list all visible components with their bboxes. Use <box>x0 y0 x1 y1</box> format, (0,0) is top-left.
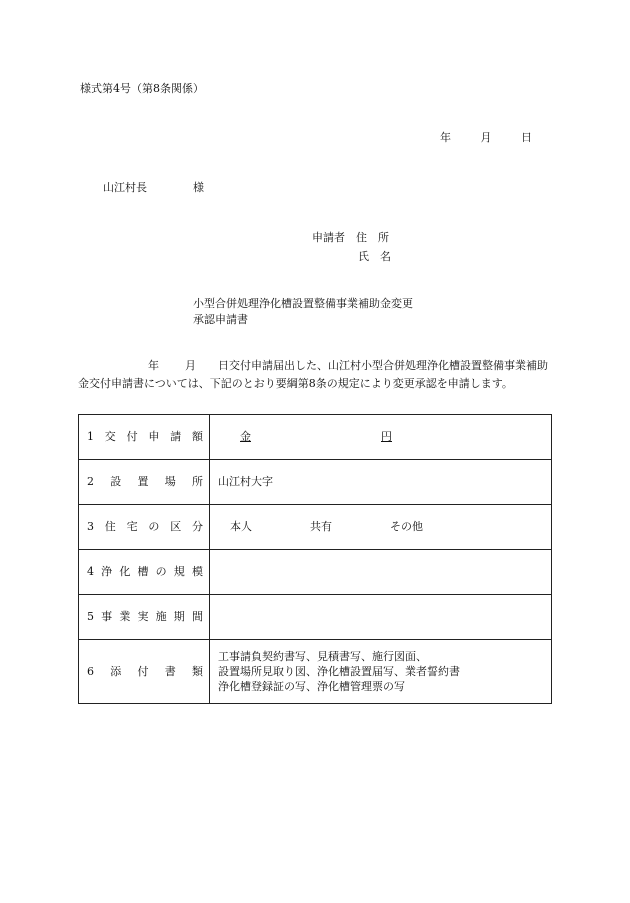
addressee-honorific: 様 <box>193 181 204 194</box>
body-month: 月 <box>185 359 196 372</box>
label-char: 住 <box>104 520 116 534</box>
label-char: 実 <box>137 610 149 624</box>
title-line-1: 小型合併処理浄化槽設置整備事業補助金変更 <box>193 297 413 310</box>
attachments-list <box>218 645 551 698</box>
label-char: の <box>155 565 167 579</box>
row-label <box>79 550 210 595</box>
label-char: 宅 <box>126 520 138 534</box>
amount-field <box>240 430 392 443</box>
label-chars <box>79 430 209 443</box>
date-month: 月 <box>480 131 492 144</box>
label-char: 書 <box>164 664 176 678</box>
amount-prefix: 金 <box>240 430 251 444</box>
table-row <box>79 640 552 704</box>
attachment-line: 工事請負契約書写、見積書写、施行図面、 <box>218 650 427 663</box>
addressee <box>103 181 204 194</box>
attachment-line: 設置場所見取り図、浄化槽設置届写、業者誓約書 <box>218 665 460 678</box>
label-char: 区 <box>170 520 182 534</box>
label-char: 交 <box>104 430 116 444</box>
date-day: 日 <box>521 131 532 144</box>
row-number: 5 <box>87 610 94 624</box>
row-label <box>79 640 210 704</box>
table-row <box>79 505 552 550</box>
document-title <box>193 296 413 328</box>
amount-suffix: 円 <box>381 430 392 444</box>
label-chars <box>79 610 209 623</box>
label-char: 請 <box>170 430 182 444</box>
label-char: 浄 <box>101 565 113 579</box>
label-char: 規 <box>173 565 185 579</box>
label-char: 場 <box>164 475 176 489</box>
label-char: 槽 <box>137 565 149 579</box>
tank-scale-cell[interactable] <box>210 550 552 595</box>
addressee-name: 山江村長 <box>103 181 147 194</box>
row-label <box>79 595 210 640</box>
applicant-name-label: 氏 名 <box>358 250 391 263</box>
label-char: 置 <box>137 475 149 489</box>
label-char: 付 <box>137 664 149 678</box>
label-char: 申 <box>148 430 160 444</box>
label-char: 業 <box>119 610 131 624</box>
row-label <box>79 415 210 460</box>
label-char: 添 <box>110 664 122 678</box>
label-chars <box>79 565 209 578</box>
label-char: 所 <box>192 475 203 489</box>
housing-option-self[interactable]: 本人 <box>230 520 252 534</box>
label-char: 模 <box>191 565 203 579</box>
row-number: 4 <box>87 565 94 579</box>
label-chars <box>79 520 209 533</box>
location-value: 山江村大字 <box>218 475 273 489</box>
table-row <box>79 595 552 640</box>
label-char: 間 <box>191 610 203 624</box>
title-line-2: 承認申請書 <box>193 313 248 326</box>
label-char: 事 <box>101 610 113 624</box>
attachments-cell <box>210 640 552 704</box>
label-char: 期 <box>173 610 185 624</box>
application-table <box>78 414 552 704</box>
attachment-line: 浄化槽登録証の写、浄化槽管理票の写 <box>218 680 405 693</box>
body-text: 日交付申請届出した、山江村小型合併処理浄化槽設置整備事業補助金交付申請書については、下記のとおり要綱第8条の規定により変更承認を申請します。 <box>78 359 548 390</box>
housing-option-other[interactable]: その他 <box>390 520 423 534</box>
form-number: 様式第4号（第8条関係） <box>80 82 204 95</box>
date-line <box>440 131 532 144</box>
table-row <box>79 550 552 595</box>
body-year: 年 <box>148 359 159 372</box>
row-number: 2 <box>87 475 94 489</box>
applicant-address-label: 申請者 住 所 <box>312 231 389 244</box>
label-char: 分 <box>191 520 203 534</box>
table-row <box>79 415 552 460</box>
project-period-cell[interactable] <box>210 595 552 640</box>
label-chars <box>79 475 209 488</box>
label-chars <box>79 665 209 678</box>
housing-option-shared[interactable]: 共有 <box>310 520 332 534</box>
table-row <box>79 460 552 505</box>
label-char: 付 <box>126 430 138 444</box>
housing-type-cell[interactable] <box>210 505 552 550</box>
row-label <box>79 505 210 550</box>
row-number: 3 <box>87 520 94 534</box>
label-char: 設 <box>110 475 122 489</box>
date-year: 年 <box>440 131 451 144</box>
row-number: 1 <box>87 430 94 444</box>
amount-cell[interactable] <box>210 415 552 460</box>
label-char: 類 <box>192 664 203 678</box>
label-char: の <box>148 520 160 534</box>
location-cell[interactable] <box>210 460 552 505</box>
label-char: 化 <box>119 565 131 579</box>
label-char: 額 <box>191 430 203 444</box>
row-label <box>79 460 210 505</box>
label-char: 施 <box>155 610 167 624</box>
row-number: 6 <box>87 664 94 678</box>
body-paragraph <box>78 357 553 393</box>
